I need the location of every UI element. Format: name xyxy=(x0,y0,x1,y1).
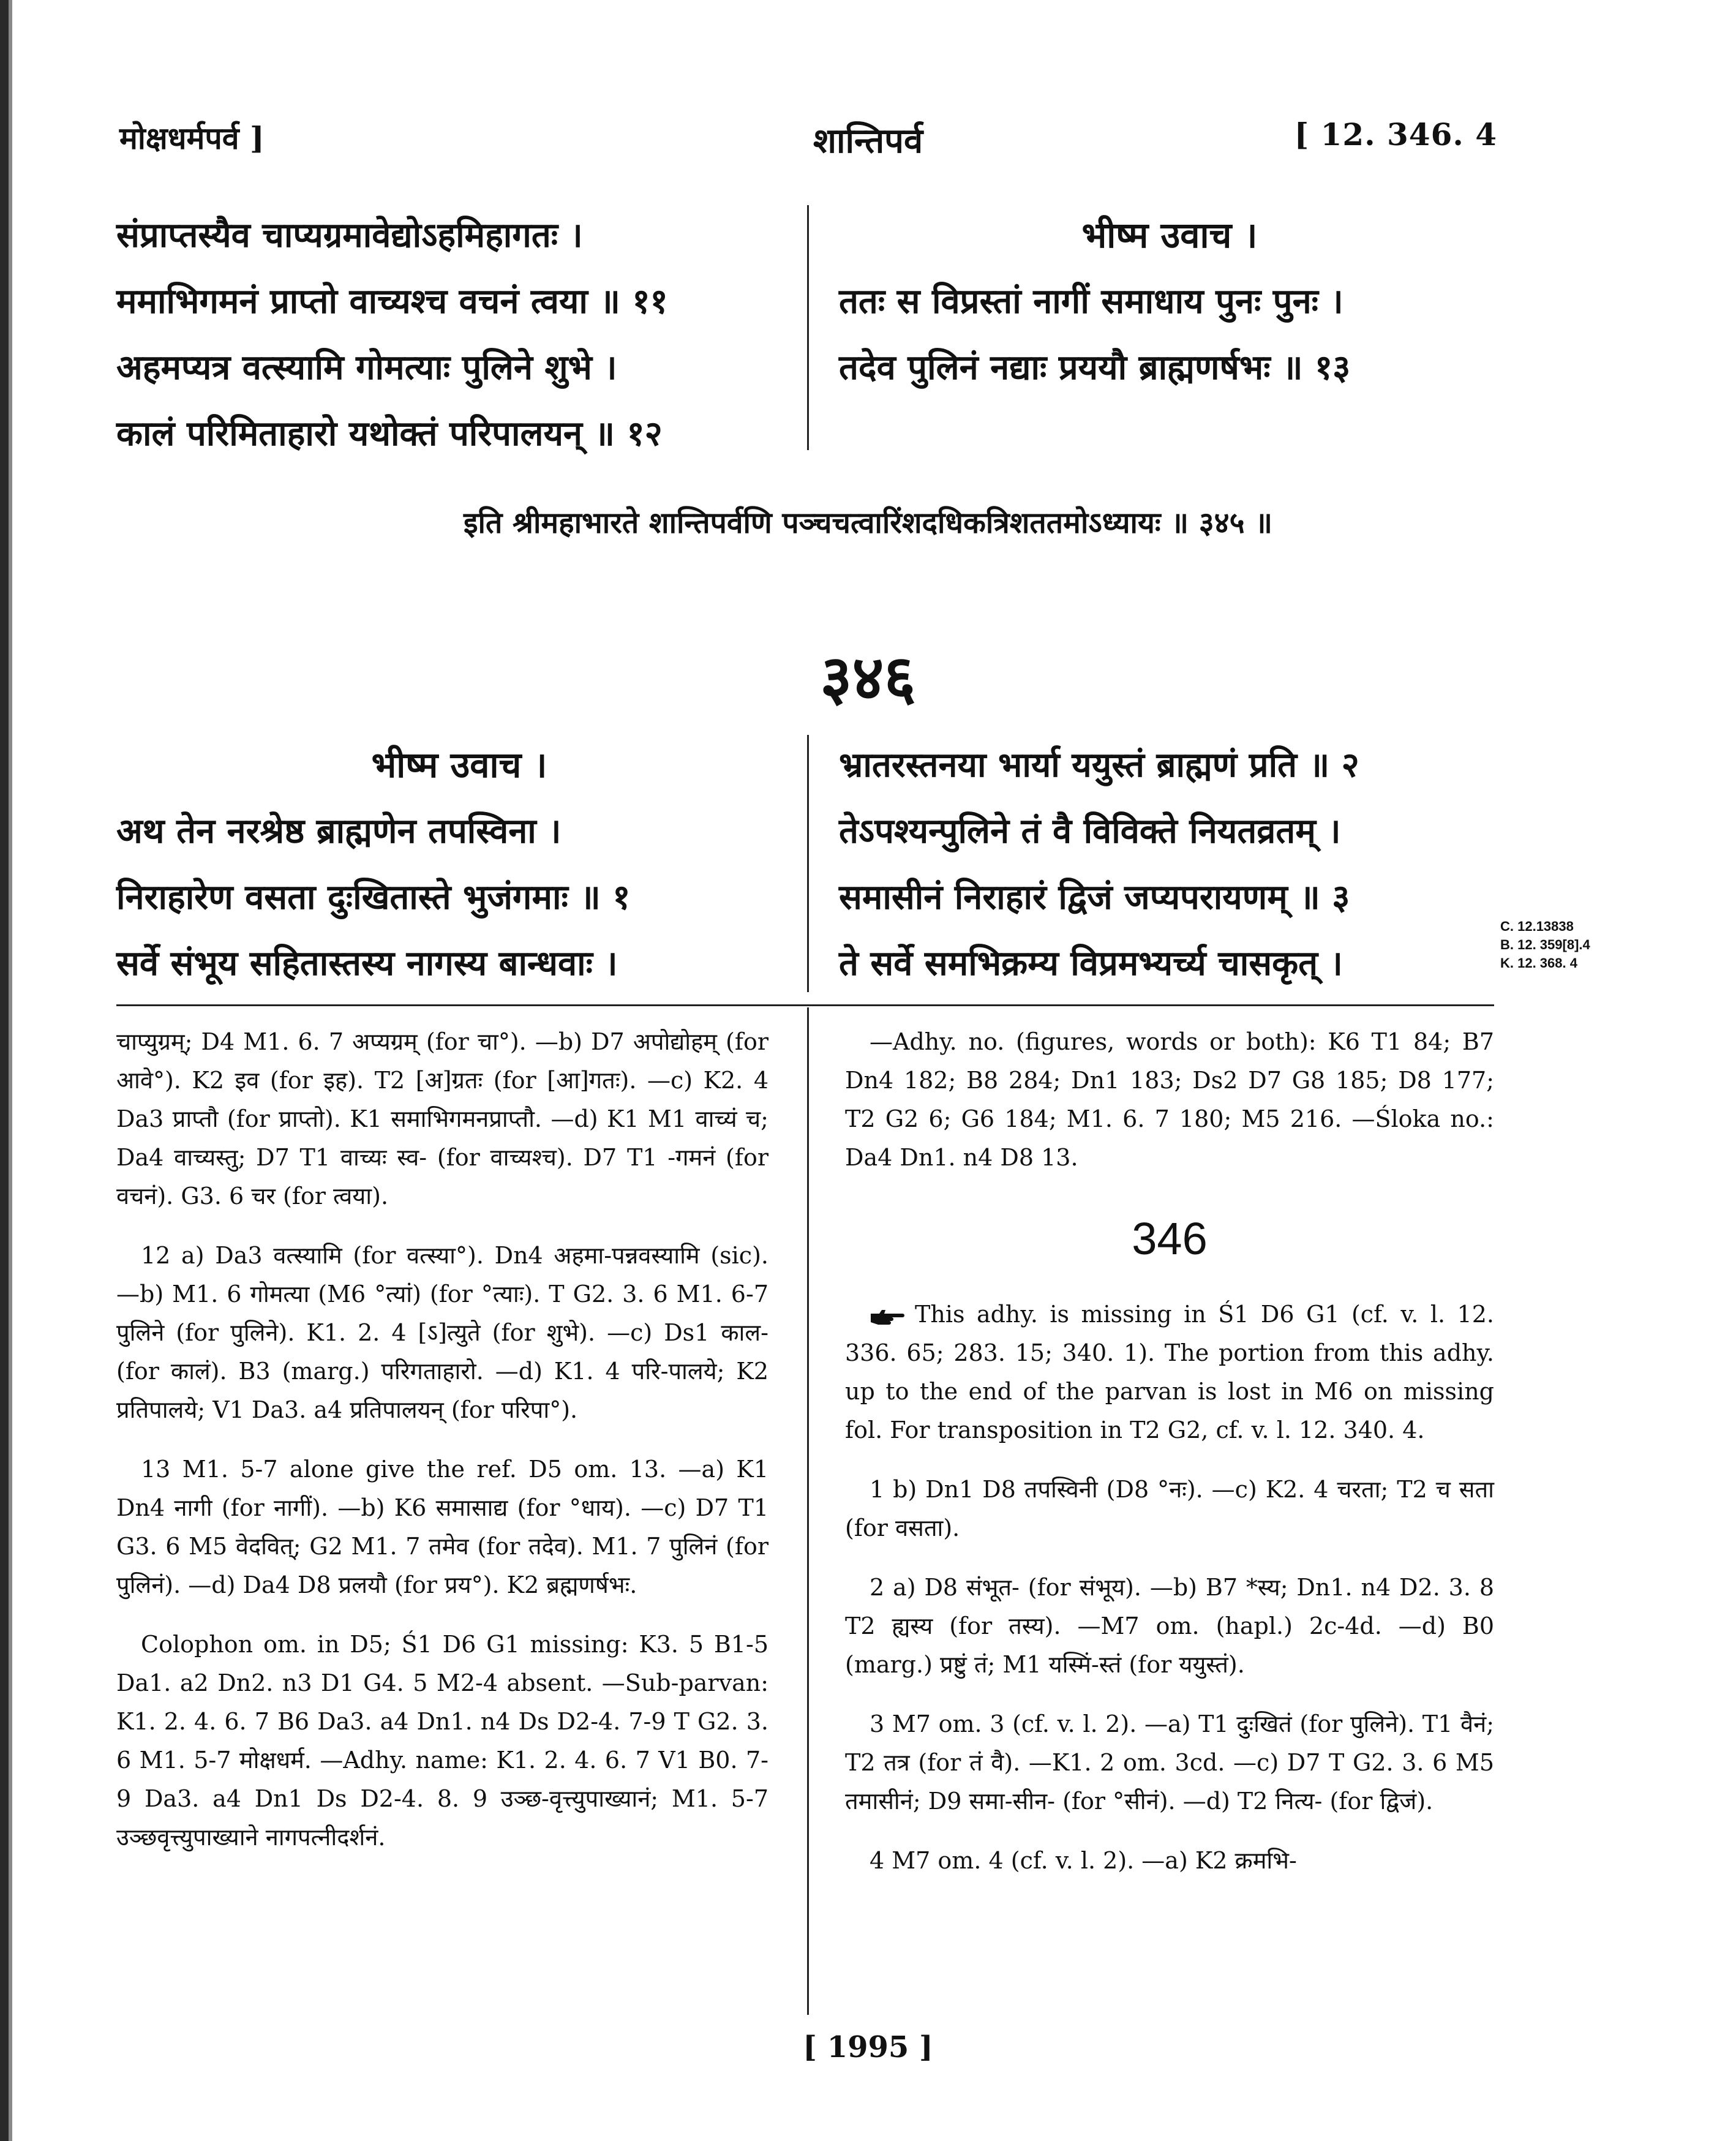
adhyaya-number-arabic: 346 xyxy=(1132,1213,1208,1264)
page-number: [ 1995 ] xyxy=(803,2030,933,2064)
apparatus-note: 3 M7 om. 3 (cf. v. l. 2). —a) T1 दुःखितं (for पुलिने). T1 वैनं; T2 तत्र (for तं वै). —K1. 2 om. 3cd. —c) D7 T G2. 3. 6 M5 तमासीनं; D9 समा-सीन- (for °सीनं). —d) T2 नित्य- (for द्विजं). xyxy=(845,1710,1494,1815)
adhyaya-number: ३४६ xyxy=(820,641,916,713)
apparatus-note: —Adhy. no. (figures, words or both): K6 T1 84; B7 Dn4 182; B8 284; Dn1 183; Ds2 D7 G8 185; D8 177; T2 G2 6; G6 184; M1. 6. 7 180; M5 216. —Śloka no.: Da4 Dn1. n4 D8 13. xyxy=(845,1028,1494,1171)
apparatus-note: 1 b) Dn1 D8 तपस्विनी (D8 °नः). —c) K2. 4 चरता; T2 च सता (for वसता). xyxy=(845,1476,1494,1541)
concordance-line: B. 12. 359[8].4 xyxy=(1500,937,1590,952)
concordance-line: C. 12.13838 xyxy=(1500,919,1574,934)
concordance-margin xyxy=(1500,917,1590,973)
verse-line: ततः स विप्रस्तां नागीं समाधाय पुनः पुनः । xyxy=(839,281,1343,322)
speaker-heading: भीष्म उवाच । xyxy=(371,744,547,786)
apparatus-note-text: This adhy. is missing in Ś1 D6 G1 (cf. v. l. 12. 336. 65; 283. 15; 340. 1). The portion from this adhy. up to the end of the parvan is lost in M6 on missing fol. For transposition in T2 G2, cf. v. l. 12. 340. 4. xyxy=(845,1301,1494,1443)
verse-line: कालं परिमिताहारो यथोक्तं परिपालयन् ॥ १२ xyxy=(116,413,663,454)
apparatus-left-column xyxy=(116,1023,768,1878)
verse-line: निराहारेण वसता दुःखितास्ते भुजंगमाः ॥ १ xyxy=(116,877,631,917)
verse-line: संप्राप्तस्यैव चाप्यग्रमावेद्योऽहमिहागतः । xyxy=(116,215,583,255)
apparatus-note: 2 a) D8 संभूत- (for संभूय). —b) B7 *स्य; Dn1. n4 D2. 3. 8 T2 ह्यस्य (for तस्य). —M7 om. (hapl.) 2c-4d. —d) B0 (marg.) प्रष्टुं तं; M1 यस्मिं-स्तं (for ययुस्तं). xyxy=(845,1574,1494,1678)
page-edge-shadow xyxy=(0,0,9,2141)
verse-line: समासीनं निराहारं द्विजं जप्यपरायणम् ॥ ३ xyxy=(839,877,1350,917)
apparatus-note: 4 M7 om. 4 (cf. v. l. 2). —a) K2 क्रमभि- xyxy=(870,1847,1297,1874)
pointing-hand-icon xyxy=(870,1308,906,1326)
column-divider xyxy=(807,1007,809,2015)
apparatus-note: चाप्युग्रम्; D4 M1. 6. 7 अप्यग्रम् (for चा°). —b) D7 अपोद्योहम् (for आवे°). K2 इव (for इह). T2 [अ]ग्रतः (for [आ]गतः). —c) K2. 4 Da3 प्राप्तौ (for प्राप्तो). K1 समाभिगमनप्राप्तौ. —d) K1 M1 वाच्यं च; Da4 वाच्यस्तु; D7 T1 वाच्यः स्व- (for वाच्यश्च). D7 T1 -गमनं (for वचनं). G3. 6 चर (for त्वया). xyxy=(116,1028,768,1210)
apparatus-note xyxy=(845,1295,1494,1450)
verse-line: तदेव पुलिनं नद्याः प्रययौ ब्राह्मणर्षभः ॥ १३ xyxy=(839,347,1351,388)
running-header-reference: [ 12. 346. 4 xyxy=(1294,116,1497,152)
apparatus-note: 13 M1. 5-7 alone give the ref. D5 om. 13. —a) K1 Dn4 नागी (for नागीं). —b) K6 समासाद्य (for °धाय). —c) D7 T1 G3. 6 M5 वेदवित्; G2 M1. 7 तमेव (for तदेव). M1. 7 पुलिनं (for पुलिनं). —d) Da4 D8 प्रलयौ (for प्रय°). K2 ब्रह्मणर्षभः. xyxy=(116,1456,768,1598)
apparatus-note: Colophon om. in D5; Ś1 D6 G1 missing: K3. 5 B1-5 Da1. a2 Dn2. n3 D1 G4. 5 M2-4 absent. —Sub-parvan: K1. 2. 4. 6. 7 B6 Da3. a4 Dn1. n4 Ds D2-4. 7-9 T G2. 3. 6 M1. 5-7 मोक्षधर्म. —Adhy. name: K1. 2. 4. 6. 7 V1 B0. 7-9 Da3. a4 Dn1 Ds D2-4. 8. 9 उञ्छ-वृत्त्युपाख्यानं; M1. 5-7 उञ्छवृत्त्युपाख्याने नागपत्नीदर्शनं. xyxy=(116,1631,768,1851)
chapter-colophon: इति श्रीमहाभारते शान्तिपर्वणि पञ्चचत्वारिंशदधिकत्रिशततमोऽध्यायः ॥ ३४५ ॥ xyxy=(463,506,1273,540)
running-header-left: मोक्षधर्मपर्व ] xyxy=(119,120,265,156)
apparatus-right-column xyxy=(845,1295,1494,1901)
main-verses-right xyxy=(839,732,1500,996)
top-verses-left xyxy=(116,202,802,467)
main-verses-left xyxy=(116,732,802,996)
column-divider xyxy=(807,735,809,992)
apparatus-note: 12 a) Da3 वत्स्यामि (for वत्स्या°). Dn4 अहमा-पन्नवस्यामि (sic). —b) M1. 6 गोमत्या (M6 °त्यां) (for °त्याः). T G2. 3. 6 M1. 6-7 पुलिने (for पुलिने). K1. 2. 4 [ऽ]त्युते (for शुभे). —c) Ds1 काल- (for कालं). B3 (marg.) परिगताहारो. —d) K1. 4 परि-पालये; K2 प्रतिपालये; V1 Da3. a4 प्रतिपालयन् (for परिपा°). xyxy=(116,1242,768,1423)
running-header-title: शान्तिपर्व xyxy=(813,121,923,161)
verse-line: सर्वे संभूय सहितास्तस्य नागस्य बान्धवाः । xyxy=(116,943,618,984)
verse-line: अहमप्यत्र वत्स्यामि गोमत्याः पुलिने शुभे । xyxy=(116,347,617,388)
apparatus-right-column-top xyxy=(845,1023,1494,1198)
page-edge-shadow-light xyxy=(9,0,12,2141)
verse-line: ममाभिगमनं प्राप्तो वाच्यश्च वचनं त्वया ॥ ११ xyxy=(116,281,668,322)
concordance-line: K. 12. 368. 4 xyxy=(1500,955,1577,971)
verse-line: ते सर्वे समभिक्रम्य विप्रमभ्यर्च्य चासकृत् । xyxy=(839,943,1343,984)
verse-line: अथ तेन नरश्रेष्ठ ब्राह्मणेन तपस्विना । xyxy=(116,811,562,851)
verse-line: भ्रातरस्तनया भार्या ययुस्तं ब्राह्मणं प्रति ॥ २ xyxy=(839,745,1359,785)
column-divider xyxy=(807,205,809,450)
verse-line: तेऽपश्यन्पुलिने तं वै विविक्ते नियतव्रतम् । xyxy=(839,811,1341,851)
apparatus-separator xyxy=(116,1004,1494,1006)
top-verses-right xyxy=(839,202,1500,401)
speaker-heading: भीष्म उवाच । xyxy=(1081,214,1258,256)
